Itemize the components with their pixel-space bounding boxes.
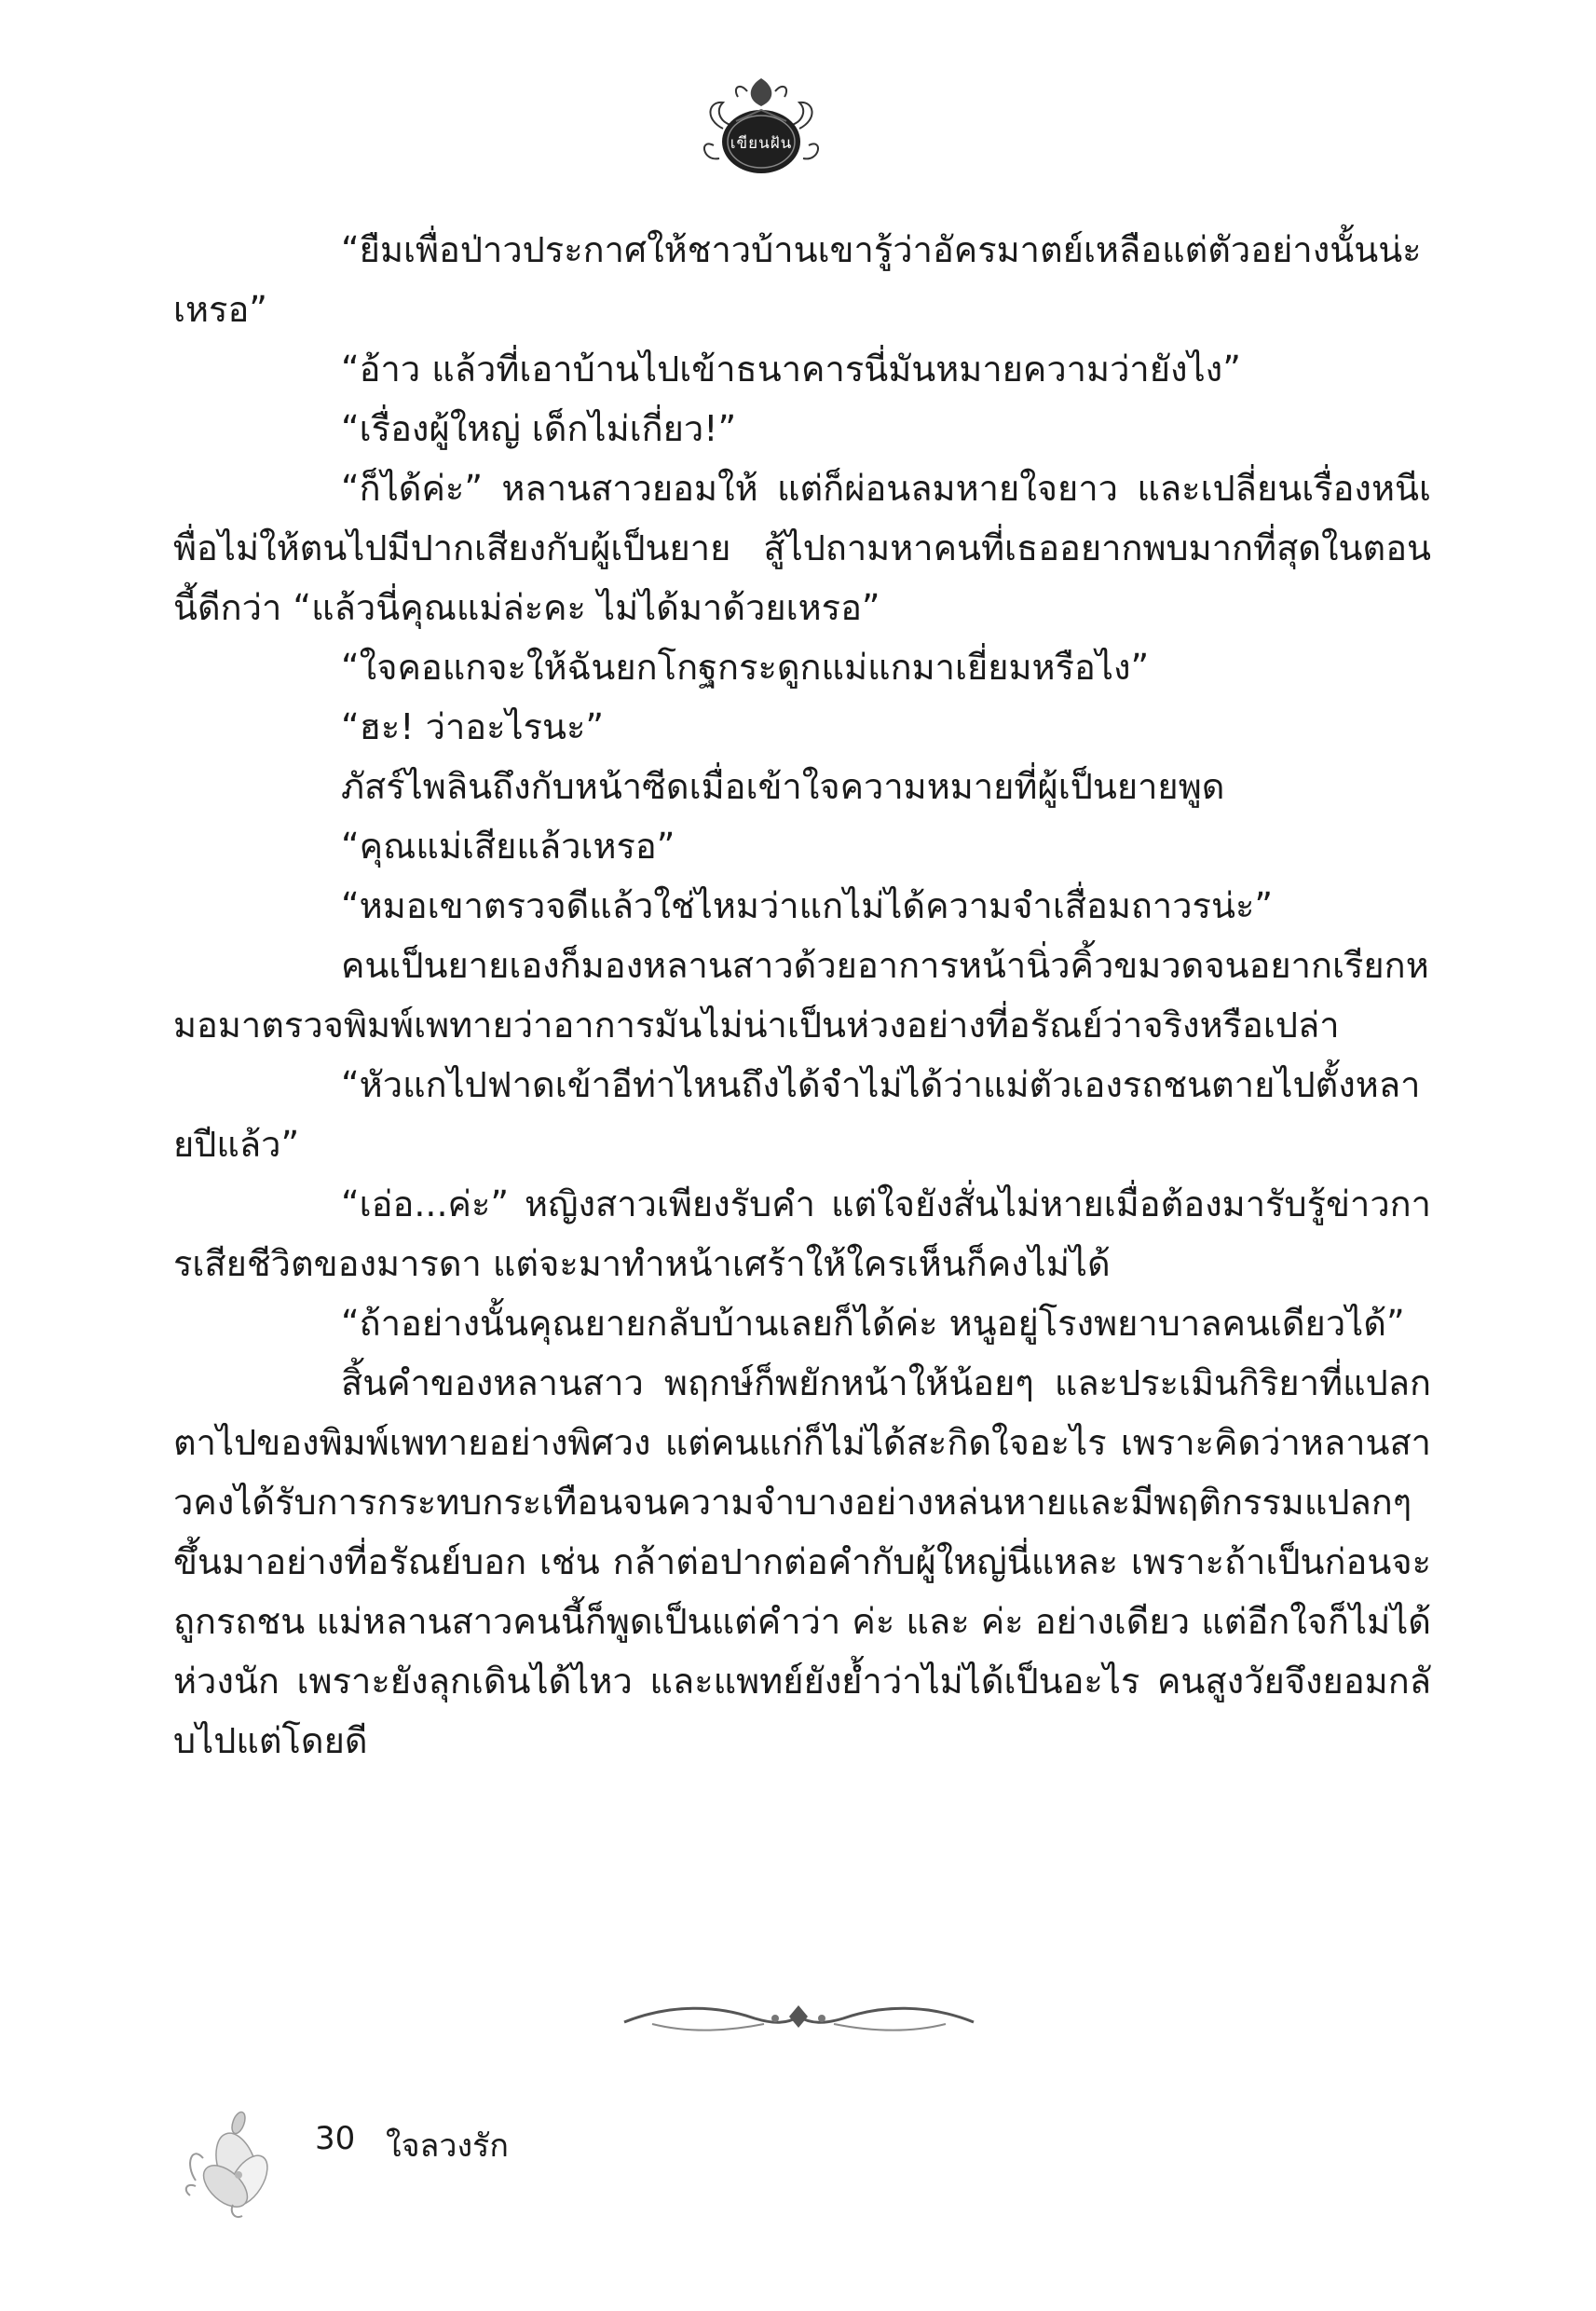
- paragraph: สิ้นคำของหลานสาว พฤกษ์ก็พยักหน้าให้น้อยๆ และประเมินกิริยาที่แปลกตาไปของพิมพ์เพทายอย่างพิศวง แต่คนแก่ก็ไม่ได้สะกิดใจอะไร เพราะคิดว่าหลานสาวคงได้รับการกระทบกระเทือนจนความจำบางอย่างหล่นหายและมีพฤติกรรมแปลกๆ ขึ้นมาอย่างที่อรัณย์บอก เช่น กล้าต่อปากต่อคำกับผู้ใหญ่นี่แหละ เพราะถ้าเป็นก่อนจะถูกรถชน แม่หลานสาวคนนี้ก็พูดเป็นแต่คำว่า ค่ะ และ ค่ะ อย่างเดียว แต่อีกใจก็ไม่ได้ห่วงนัก เพราะยังลุกเดินได้ไหว และแพทย์ยังย้ำว่าไม่ได้เป็นอะไร คนสูงวัยจึงยอมกลับไปแต่โดยดี: [173, 1362, 1431, 1761]
- page-number: 30: [315, 2120, 356, 2157]
- book-title: ใจลวงรัก: [386, 2127, 509, 2165]
- paragraph: “เรื่องผู้ใหญ่ เด็กไม่เกี่ยว!”: [341, 408, 737, 449]
- paragraph: “คุณแม่เสียแล้วเหรอ”: [341, 826, 675, 867]
- body-text: [173, 220, 1431, 1771]
- publisher-logo: [695, 73, 827, 177]
- paragraph: “ฮะ! ว่าอะไรนะ”: [341, 706, 605, 747]
- paragraph: คนเป็นยายเองก็มองหลานสาวด้วยอาการหน้านิ่วคิ้วขมวดจนอยากเรียกหมอมาตรวจพิมพ์เพทายว่าอาการมันไม่น่าเป็นห่วงอย่างที่อรัณย์ว่าจริงหรือเปล่า: [173, 945, 1429, 1046]
- magnolia-flower-icon: [183, 2108, 278, 2223]
- paragraph: “หมอเขาตรวจดีแล้วใช่ไหมว่าแกไม่ได้ความจำเสื่อมถาวรน่ะ”: [341, 885, 1274, 926]
- logo-text: เขียนฝัน: [730, 134, 793, 153]
- paragraph: ภัสร์ไพลินถึงกับหน้าซีดเมื่อเข้าใจความหมายที่ผู้เป็นยายพูด: [341, 766, 1225, 807]
- logo-emblem-icon: [695, 73, 827, 177]
- paragraph: “ยืมเพื่อป่าวประกาศให้ชาวบ้านเขารู้ว่าอัครมาตย์เหลือแต่ตัวอย่างนั้นน่ะเหรอ”: [173, 229, 1422, 330]
- paragraph: “ใจคอแกจะให้ฉันยกโกฐกระดูกแม่แกมาเยี่ยมหรือไง”: [341, 647, 1150, 688]
- paragraph: “หัวแกไปฟาดเข้าอีท่าไหนถึงได้จำไม่ได้ว่าแม่ตัวเองรถชนตายไปตั้งหลายปีแล้ว”: [173, 1064, 1421, 1165]
- paragraph: “อ้าว แล้วที่เอาบ้านไปเข้าธนาคารนี่มันหมายความว่ายังไง”: [341, 349, 1241, 390]
- ornament-divider-icon: [615, 1996, 983, 2039]
- paragraph: “เอ่อ...ค่ะ” หญิงสาวเพียงรับคำ แต่ใจยังสั่นไม่หายเมื่อต้องมารับรู้ข่าวการเสียชีวิตของมารดา แต่จะมาทำหน้าเศร้าให้ใครเห็นก็คงไม่ได้: [173, 1183, 1431, 1284]
- paragraph: “ก็ได้ค่ะ” หลานสาวยอมให้ แต่ก็ผ่อนลมหายใจยาว และเปลี่ยนเรื่องหนีเพื่อไม่ให้ตนไปมีปากเสียงกับผู้เป็นยาย สู้ไปถามหาคนที่เธออยากพบมากที่สุดในตอนนี้ดีกว่า “แล้วนี่คุณแม่ล่ะคะ ไม่ได้มาด้วยเหรอ”: [173, 468, 1431, 628]
- paragraph: “ถ้าอย่างนั้นคุณยายกลับบ้านเลยก็ได้ค่ะ หนูอยู่โรงพยาบาลคนเดียวได้”: [341, 1303, 1405, 1344]
